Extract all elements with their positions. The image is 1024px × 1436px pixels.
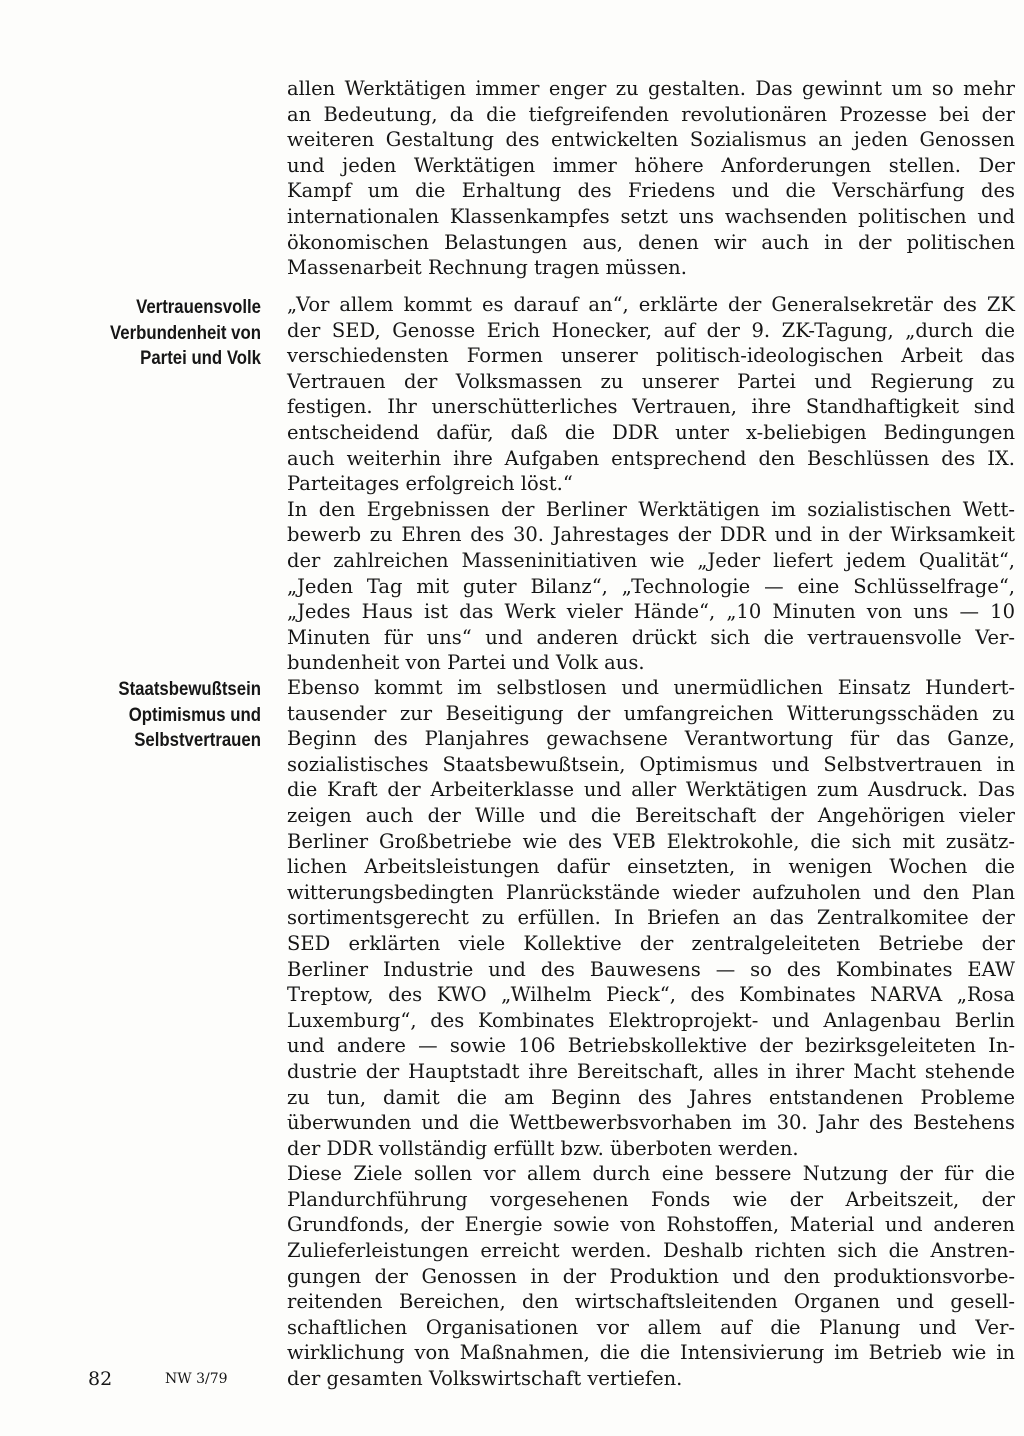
text-line: der zahlreichen Masseninitiativen wie „Jeder liefert jedem Qualität“, — [287, 548, 1015, 572]
text-line: bundenheit von Partei und Volk aus. — [287, 651, 645, 675]
margin-heading-line: Optimismus und — [128, 703, 261, 726]
text-line: Treptow, des KWO „Wilhelm Pieck“, des Kombinates NARVA „Rosa — [287, 983, 1015, 1007]
text-line: lichen Arbeitsleistungen dafür einsetzten, in wenigen Wochen die — [287, 855, 1015, 879]
text-line: dustrie der Hauptstadt ihre Bereitschaft, alles in ihrer Macht stehende — [287, 1059, 1015, 1083]
margin-heading-staatsbewusstsein — [89, 677, 261, 754]
text-line: SED erklärten viele Kollektive der zentralgeleiteten Betriebe der — [287, 931, 1015, 955]
text-line: internationalen Klassenkampfes setzt uns wachsenden politischen und — [287, 204, 1015, 228]
text-line: der SED, Genosse Erich Honecker, auf der 9. ZK-Tagung, „durch die — [287, 318, 1015, 342]
text-line: „Jedes Haus ist das Werk vieler Hände“, „10 Minuten von uns — 10 — [287, 600, 1015, 624]
text-line: Zulieferleistungen erreicht werden. Deshalb richten sich die Anstren- — [287, 1239, 1015, 1263]
text-line: die Kraft der Arbeiterklasse und aller Werktätigen zum Ausdruck. Das — [287, 778, 1015, 802]
text-line: Berliner Industrie und des Bauwesens — so des Kombinates EAW — [287, 957, 1015, 981]
text-line: Beginn des Planjahres gewachsene Verantwortung für das Ganze, — [287, 727, 1015, 751]
margin-heading-line: Staatsbewußtsein — [118, 678, 261, 700]
text-line: schaftlichen Organisationen vor allem auf die Planung und Ver- — [287, 1315, 1015, 1339]
text-line: Luxemburg“, des Kombinates Elektroprojekt- und Anlagenbau Berlin — [287, 1008, 1015, 1032]
text-line: Ebenso kommt im selbstlosen und unermüdlichen Einsatz Hundert- — [287, 676, 1015, 699]
text-line: Plandurchführung vorgesehenen Fonds wie der Arbeitszeit, der — [287, 1187, 1015, 1211]
text-line: Diese Ziele sollen vor allem durch eine bessere Nutzung der für die — [287, 1162, 1015, 1186]
text-line: Parteitages erfolgreich löst.“ — [287, 472, 573, 496]
margin-heading-line: Partei und Volk — [140, 347, 261, 369]
margin-heading-line: Vertrauensvolle — [136, 296, 261, 318]
paragraph-intro — [287, 76, 1015, 281]
text-line: bewerb zu Ehren des 30. Jahrestages der DDR und in der Wirksamkeit — [287, 523, 1015, 547]
text-line: verschiedensten Formen unserer politisch-ideologischen Arbeit das — [287, 344, 1015, 368]
paragraph-vertrauen — [287, 292, 1015, 676]
text-line: Vertrauen der Volksmassen zu unserer Partei und Regierung zu — [287, 369, 1015, 393]
text-line: entscheidend dafür, daß die DDR unter x-beliebigen Bedingungen — [287, 420, 1015, 444]
text-line: In den Ergebnissen der Berliner Werktätigen im sozialistischen Wett- — [287, 497, 1015, 521]
issue-label: NW 3/79 — [165, 1371, 228, 1387]
text-line: reitenden Bereichen, den wirtschaftsleitenden Organen und gesell- — [287, 1290, 1015, 1314]
text-line: zu tun, damit die am Beginn des Jahres entstandenen Probleme — [287, 1085, 1015, 1109]
text-line: witterungsbedingten Planrückstände wieder aufzuholen und den Plan — [287, 880, 1015, 904]
text-line: an Bedeutung, da die tiefgreifenden revolutionären Prozesse bei der — [287, 102, 1015, 126]
text-line: „Vor allem kommt es darauf an“, erklärte der Generalsekretär des ZK — [287, 293, 1015, 316]
text-line: allen Werktätigen immer enger zu gestalten. Das gewinnt um so mehr — [287, 77, 1015, 100]
text-line: und jeden Werktätigen immer höhere Anforderungen stellen. Der — [287, 153, 1015, 177]
text-line: auch weiterhin ihre Aufgaben entsprechend den Beschlüssen des IX. — [287, 446, 1015, 470]
text-line: ökonomischen Belastungen aus, denen wir auch in der politischen — [287, 230, 1015, 254]
page-number: 82 — [88, 1368, 113, 1390]
margin-heading-line: Selbstvertrauen — [134, 729, 261, 751]
text-line: Grundfonds, der Energie sowie von Rohstoffen, Material und anderen — [287, 1213, 1015, 1237]
text-line: „Jeden Tag mit guter Bilanz“, „Technologie — eine Schlüsselfrage“, — [287, 574, 1015, 598]
text-line: festigen. Ihr unerschütterliches Vertrauen, ihre Standhaftigkeit sind — [287, 395, 1015, 419]
text-line: wirklichung von Maßnahmen, die die Intensivierung im Betrieb wie in — [287, 1341, 1015, 1365]
text-line: sozialistisches Staatsbewußtsein, Optimismus und Selbstvertrauen in — [287, 752, 1015, 776]
text-line: der DDR vollständig erfüllt bzw. überboten werden. — [287, 1136, 799, 1160]
margin-heading-vertrauensvolle-verbundenheit — [89, 295, 261, 372]
text-line: tausender zur Beseitigung der umfangreichen Witterungsschäden zu — [287, 701, 1015, 725]
text-line: weiteren Gestaltung des entwickelten Sozialismus an jeden Genossen — [287, 128, 1015, 152]
text-line: gungen der Genossen in der Produktion und den produktionsvorbe- — [287, 1264, 1015, 1288]
text-line: und andere — sowie 106 Betriebskollektive der bezirksgeleiteten In- — [287, 1034, 1015, 1058]
text-line: Berliner Großbetriebe wie des VEB Elektrokohle, die sich mit zusätz- — [287, 829, 1015, 853]
text-line: zeigen auch der Wille und die Bereitschaft der Angehörigen vieler — [287, 803, 1015, 827]
text-line: Minuten für uns“ und anderen drückt sich die vertrauensvolle Ver- — [287, 625, 1015, 649]
text-line: Kampf um die Erhaltung des Friedens und die Verschärfung des — [287, 179, 1015, 203]
text-line: sortimentsgerecht zu erfüllen. In Briefen an das Zentralkomitee der — [287, 906, 1015, 930]
margin-heading-line: Verbundenheit von — [110, 321, 261, 344]
paragraph-staatsbewusstsein — [287, 675, 1015, 1392]
text-line: Massenarbeit Rechnung tragen müssen. — [287, 256, 687, 280]
text-line: überwunden und die Wettbewerbsvorhaben im 30. Jahr des Bestehens — [287, 1111, 1015, 1135]
text-line: der gesamten Volkswirtschaft vertiefen. — [287, 1367, 683, 1391]
